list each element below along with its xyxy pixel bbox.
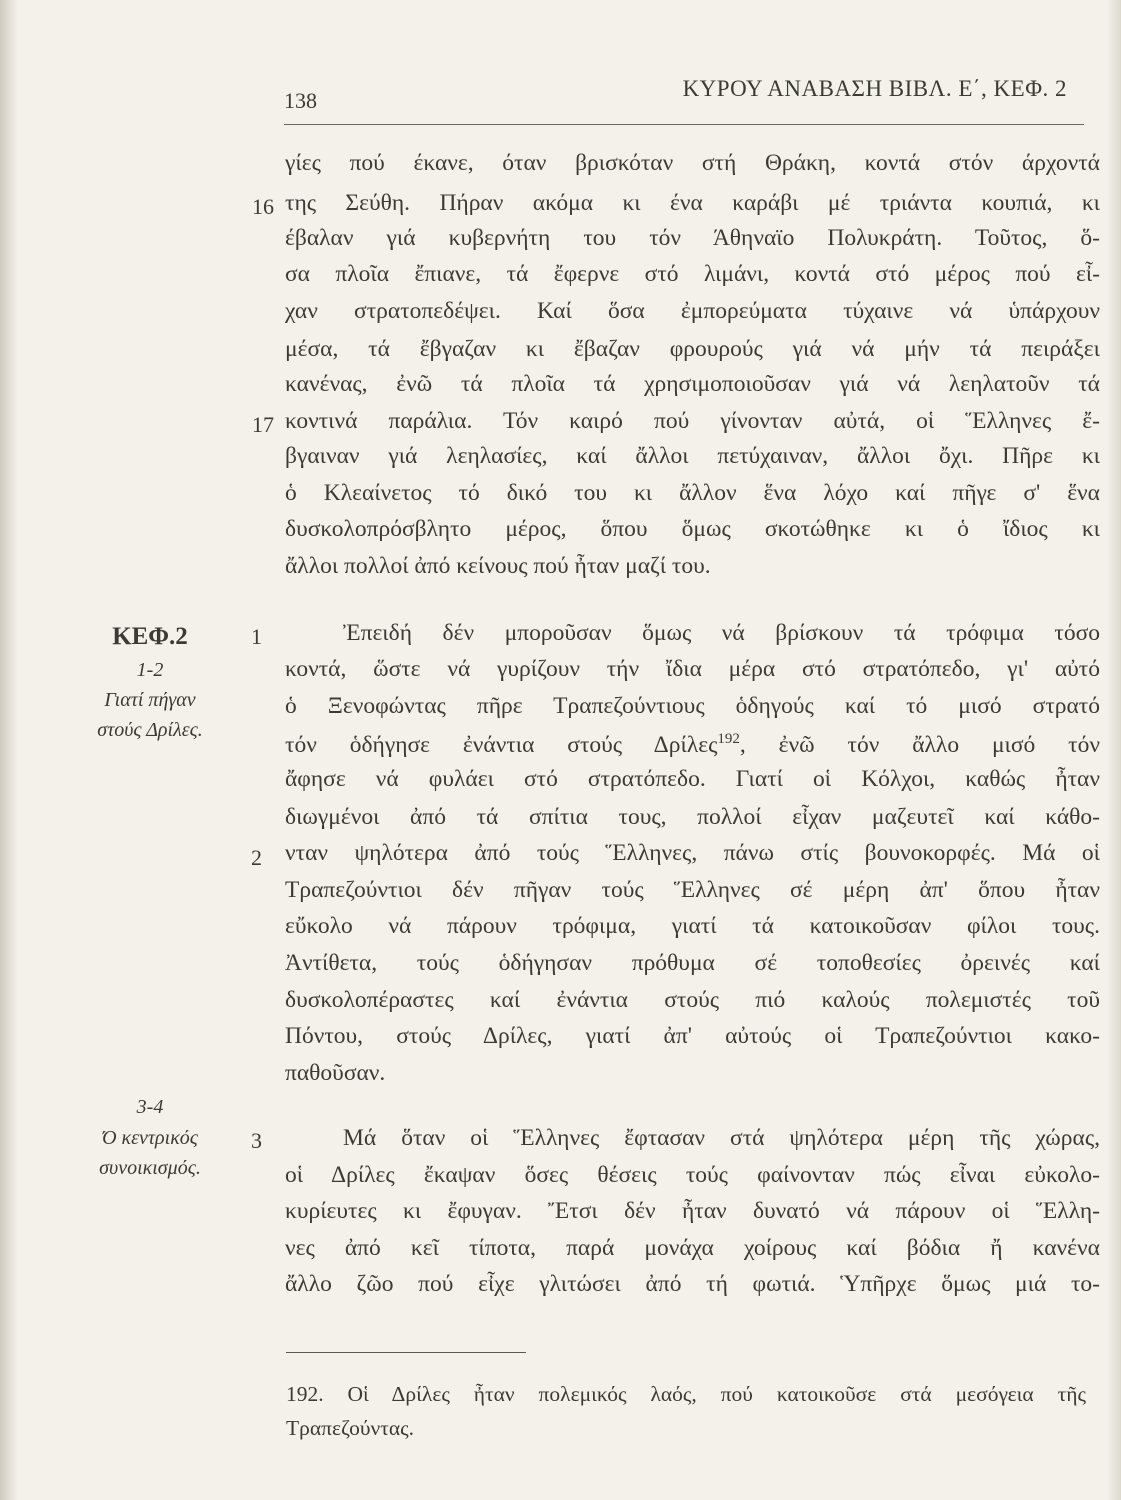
text-line-segment: , ἐνῶ τόν ἄλλο μισό τόν bbox=[739, 731, 1100, 758]
text-line-segment: τόν ὁδήγησε ἐνάντια στούς Δρίλες bbox=[285, 731, 718, 758]
text-line: έβαλαν γιά κυβερνήτη του τόν Άθηναϊο Πολυκράτη. Τοῦτος, ὅ- bbox=[285, 225, 1100, 251]
header-rule bbox=[284, 124, 1084, 125]
text-line: εὔκολο νά πάρουν τρόφιμα, γιατί τά κατοικοῦσαν φίλοι τους. bbox=[285, 913, 1100, 939]
margin-note-range: 3-4 bbox=[136, 1096, 164, 1118]
text-line: νταν ψηλότερα ἀπό τούς Ἕλληνες, πάνω στίς βουνοκορφές. Μά οἱ bbox=[285, 840, 1100, 866]
verse-number-2: 2 bbox=[251, 845, 262, 870]
text-line: κοντά, ὥστε νά γυρίζουν τήν ἴδια μέρα στό στρατόπεδο, γι' αὐτό bbox=[285, 656, 1100, 682]
running-title: ΚΥΡΟΥ ΑΝΑΒΑΣΗ ΒΙΒΛ. Ε΄, ΚΕΦ. 2 bbox=[682, 76, 1067, 101]
text-line: ὁ Κλεαίνετος τό δικό του κι ἄλλον ἕνα λόχο καί πῆγε σ' ἕνα bbox=[285, 480, 1100, 506]
text-line: κανένας, ἐνῶ τά πλοῖα τά χρησιμοποιοῦσαν γιά νά λεηλατοῦν τά bbox=[285, 371, 1100, 397]
text-line: κοντινά παράλια. Τόν καιρό πού γίνονταν αὐτά, οἱ Ἕλληνες ἔ- bbox=[285, 408, 1100, 434]
verse-number-1: 1 bbox=[251, 624, 262, 649]
chapter-heading: ΚΕΦ.2 bbox=[112, 623, 188, 650]
verse-number-3: 3 bbox=[251, 1128, 262, 1153]
text-line: βγαιναν γιά λεηλασίες, καί ἄλλοι πετύχαιναν, ἄλλοι ὄχι. Πῆρε κι bbox=[285, 443, 1100, 469]
margin-note-text: στούς Δρίλες. bbox=[97, 719, 203, 741]
footnote-rule bbox=[286, 1352, 526, 1353]
text-line: Πόντου, στούς Δρίλες, γιατί ἀπ' αὐτούς οἱ Τραπεζούντιοι κακο- bbox=[285, 1023, 1100, 1049]
text-line: δυσκολοπέραστες καί ἐνάντια στούς πιό καλούς πολεμιστές τοῦ bbox=[285, 987, 1100, 1013]
text-line: νες ἀπό κεῖ τίποτα, παρά μονάχα χοίρους καί βόδια ἤ κανένα bbox=[285, 1235, 1100, 1261]
margin-note-text: συνοικισμός. bbox=[99, 1157, 201, 1179]
margin-note-text: Γιατί πήγαν bbox=[104, 689, 196, 711]
verse-number-16: 16 bbox=[252, 194, 274, 219]
verse-number-17: 17 bbox=[252, 412, 274, 437]
text-line: μέσα, τά ἔβγαζαν κι ἔβαζαν φρουρούς γιά νά μήν τά πειράξει bbox=[285, 336, 1100, 362]
text-line: σα πλοῖα ἔπιανε, τά ἔφερνε στό λιμάνι, κοντά στό μέρος πού εἶ- bbox=[285, 261, 1100, 287]
text-line: Ἐπειδή δέν μποροῦσαν ὅμως νά βρίσκουν τά τρόφιμα τόσο bbox=[343, 620, 1100, 646]
text-line: Τραπεζούντιοι δέν πῆγαν τούς Ἕλληνες σέ μέρη ἀπ' ὅπου ἦταν bbox=[285, 877, 1100, 903]
text-line: Ἀντίθετα, τούς ὁδήγησαν πρόθυμα σέ τοποθεσίες ὀρεινές καί bbox=[285, 950, 1100, 976]
margin-note-text: Ό κεντρικός bbox=[102, 1127, 198, 1149]
text-line: της Σεύθη. Πήραν ακόμα κι ένα καράβι μέ τριάντα κουπιά, κι bbox=[285, 190, 1100, 216]
page-number: 138 bbox=[284, 88, 317, 113]
text-line: χαν στρατοπεδέψει. Καί ὅσα ἐμπορεύματα τύχαινε νά ὑπάρχουν bbox=[285, 298, 1100, 324]
text-line: Μά ὅταν οἱ Ἕλληνες ἔφτασαν στά ψηλότερα μέρη τῆς χώρας, bbox=[343, 1125, 1100, 1151]
footnote-text: Τραπεζούντας. bbox=[286, 1416, 415, 1440]
text-line: δυσκολοπρόσβλητο μέρος, ὅπου ὅμως σκοτώθηκε κι ὁ ἴδιος κι bbox=[285, 516, 1100, 542]
text-line: ἄλλοι πολλοί ἀπό κείνους πού ἦταν μαζί του. bbox=[285, 553, 711, 579]
text-line: ἄλλο ζῶο πού εἶχε γλιτώσει ἀπό τή φωτιά. Ὑπῆρχε ὅμως μιά το- bbox=[285, 1271, 1100, 1297]
margin-note-range: 1-2 bbox=[136, 659, 164, 681]
text-line bbox=[285, 732, 1100, 757]
footnote-text: 192. Οἱ Δρίλες ἦταν πολεμικός λαός, πού κατοικοῦσε στά μεσόγεια τῆς bbox=[286, 1382, 1086, 1406]
text-line: διωγμένοι ἀπό τά σπίτια τους, πολλοί εἶχαν μαζευτεῖ καί κάθο- bbox=[285, 804, 1100, 830]
text-line: οἱ Δρίλες ἔκαψαν ὅσες θέσεις τούς φαίνονταν πώς εἶναι εὐκολο- bbox=[285, 1162, 1100, 1188]
text-line: κυρίευτες κι ἔφυγαν. Ἔτσι δέν ἦταν δυνατό νά πάρουν οἱ Ἕλλη- bbox=[285, 1198, 1100, 1224]
footnote-reference: 192 bbox=[717, 731, 740, 747]
text-line: παθοῦσαν. bbox=[285, 1060, 386, 1086]
text-line: γίες πού έκανε, όταν βρισκόταν στή Θράκη, κοντά στόν άρχοντά bbox=[285, 150, 1100, 176]
text-line: ὁ Ξενοφώντας πῆρε Τραπεζούντιους ὁδηγούς καί τό μισό στρατό bbox=[285, 693, 1100, 719]
text-line: ἄφησε νά φυλάει στό στρατόπεδο. Γιατί οἱ Κόλχοι, καθώς ἦταν bbox=[285, 766, 1100, 792]
